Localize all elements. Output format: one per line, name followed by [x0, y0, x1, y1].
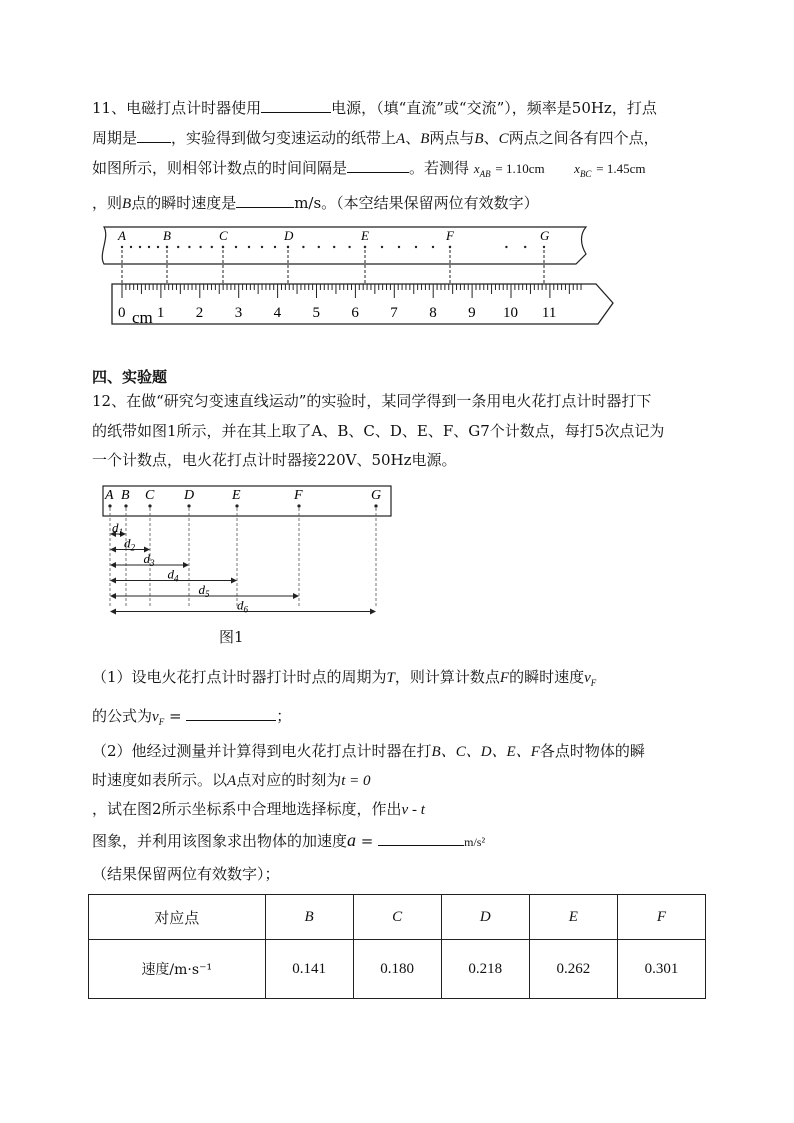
q11-text: ，实验得到做匀变速运动的纸带上	[171, 129, 397, 147]
var-v: v	[152, 709, 159, 725]
fig1-dot	[297, 504, 300, 507]
q12-text: 时速度如表所示。以	[92, 771, 228, 789]
q11-text: 11、电磁打点计时器使用	[92, 99, 262, 117]
q12-line-3: 一个计数点，电火花打点计时器接220V、50Hz电源。	[92, 451, 457, 469]
answer-blank-power[interactable]	[261, 98, 331, 113]
fig1-dimension-label: $d_3$	[143, 551, 155, 568]
q12-part2-line-2	[92, 770, 371, 791]
table-header-cell: E	[529, 895, 617, 940]
point-label: B	[122, 196, 132, 212]
tape-point-label: F	[446, 228, 454, 243]
var-sub: F	[590, 678, 597, 688]
point-label: B	[420, 131, 430, 147]
tape-dot	[188, 246, 190, 248]
tape-dot	[274, 246, 276, 248]
fig1-dimension-label: $d_4$	[167, 566, 179, 584]
q11-line-1	[92, 98, 657, 118]
q12-text: ，则计算计数点	[394, 668, 500, 686]
q12-part2-line-1	[92, 741, 645, 762]
q11-line-4	[92, 193, 539, 214]
q11-text: ，则	[92, 194, 123, 212]
ruler-number: 7	[390, 305, 398, 321]
fig1-dimensions	[111, 520, 375, 615]
q12-line-1: 12、在做“研究匀变速直线运动”的实验时，某同学得到一条用电火花打点计时器打下	[92, 392, 652, 410]
var-sub: F	[158, 717, 165, 727]
ruler-number: 10	[503, 305, 518, 321]
answer-blank-period[interactable]	[137, 128, 171, 143]
fig1-dot	[148, 504, 151, 507]
point-label: C	[498, 131, 509, 147]
q12-line-2: 的纸带如图1所示，并在其上取了A、B、C、D、E、F、G7个计数点，每打5次点记为	[92, 422, 665, 440]
fig1-caption: 图1	[219, 628, 244, 646]
tape-dot	[130, 246, 132, 248]
table-header-cell: C	[353, 895, 441, 940]
tape-point-label: G	[540, 228, 550, 243]
tape-dot	[381, 246, 383, 248]
q11-text: 两点之间各有四个点，	[508, 129, 659, 147]
tape-dot	[157, 246, 159, 248]
var-a: a	[347, 830, 357, 850]
point-label: A	[396, 131, 406, 147]
q12-text: 图象，并利用该图象求出物体的加速度	[92, 832, 348, 850]
tape-dot	[364, 246, 366, 248]
ruler-number: 1	[156, 305, 165, 321]
table-header-cell: F	[617, 895, 705, 940]
fig1-dimension-label: $d_1$	[112, 520, 123, 537]
ruler-number: 8	[429, 305, 437, 321]
q11-text: 点的瞬时速度是	[131, 194, 237, 212]
tape-dot	[235, 246, 237, 248]
fig1-point-label: C	[145, 488, 155, 503]
fig1-dot	[374, 504, 377, 507]
q12-part2-line-5: （结果保留两位有效数字）；	[92, 865, 280, 883]
fig1-point-label: G	[371, 488, 382, 503]
ruler-number: 5	[312, 305, 320, 321]
tape-dot	[261, 246, 263, 248]
section-title: 四、实验题	[92, 368, 168, 386]
point-label: F	[499, 670, 510, 686]
tape-dot	[524, 246, 526, 248]
fig1-point-label: A	[105, 488, 114, 503]
tape-dot	[302, 246, 304, 248]
q12-text: （1）设电火花打点计时器打计时点的周期为	[92, 668, 387, 686]
unit-m-s2: m/s²	[464, 835, 486, 849]
fig1-dimension-label: $d_5$	[198, 582, 210, 599]
q12-part2-line-3	[92, 799, 425, 820]
q12-text: 各点时物体的瞬	[539, 742, 645, 760]
tape-dot	[543, 246, 545, 248]
answer-blank-interval[interactable]	[347, 158, 409, 173]
q12-text: ，试在图2所示坐标系中合理地选择标度，作出	[92, 800, 402, 818]
q11-text: 周期是	[92, 129, 138, 147]
ruler-number: 9	[468, 305, 476, 321]
tape-dot	[148, 246, 150, 248]
tape-dot	[318, 246, 320, 248]
q12-part2-line-4	[92, 830, 485, 852]
xab-var: x	[473, 161, 480, 176]
q11-text: 电源，（填“直流”或“交流”），频率是50Hz，打点	[331, 99, 657, 117]
figure-1	[0, 478, 794, 615]
point-label: B	[474, 131, 484, 147]
tape-dot	[432, 246, 434, 248]
table-row-label: 速度/m·s⁻¹	[89, 940, 266, 999]
vt-label: v - t	[401, 802, 425, 818]
table-header-cell: 对应点	[89, 895, 266, 940]
tape-dot	[211, 246, 213, 248]
answer-blank-formula[interactable]	[186, 706, 276, 721]
tape-dot	[139, 246, 141, 248]
tape-dot	[348, 246, 350, 248]
tape-dot	[121, 246, 123, 248]
q12-part1-line-1	[92, 667, 596, 693]
table-cell: 0.218	[441, 940, 529, 999]
q12-text: （2）他经过测量并计算得到电火花打点计时器在打	[92, 742, 432, 760]
table-header-row	[89, 895, 706, 940]
ruler-number: 3	[234, 305, 243, 321]
table-header-cell: B	[265, 895, 353, 940]
xbc-sub: BC	[579, 169, 592, 179]
ruler-number: 2	[195, 305, 204, 321]
q12-part1-line-2	[92, 706, 291, 732]
tape-point-label: B	[163, 228, 171, 243]
var-v: v	[584, 670, 591, 686]
paper-tape	[102, 227, 586, 264]
tape-dot	[248, 246, 250, 248]
tape-dot	[222, 246, 224, 248]
tape-dot	[415, 246, 417, 248]
table-row	[89, 940, 706, 999]
tape-point-label: E	[361, 228, 369, 243]
fig1-dot	[124, 504, 127, 507]
tape-dot	[333, 246, 335, 248]
q12-text: =	[356, 832, 379, 850]
table-cell: 0.141	[265, 940, 353, 999]
q12-text: =	[164, 707, 187, 725]
fig1-point-label: E	[232, 488, 241, 503]
ruler-number: 4	[273, 305, 282, 321]
q11-text: m/s。（本空结果保留两位有效数字）	[294, 194, 539, 212]
point-labels: B、C、D、E、F	[431, 744, 540, 760]
fig1-dimension-label: $d_6$	[237, 597, 248, 615]
q11-text: 两点与	[429, 129, 475, 147]
tape-dot	[199, 246, 201, 248]
xbc-value: = 1.45cm	[596, 161, 646, 176]
tape-point-label: C	[219, 228, 228, 243]
table-cell: 0.262	[529, 940, 617, 999]
var-T: T	[386, 670, 395, 686]
q11-text: 、	[483, 129, 499, 147]
tape-dot	[166, 246, 168, 248]
q12-text: 点对应的时刻为	[236, 771, 342, 789]
tape-dot	[287, 246, 289, 248]
ruler-number: 0	[118, 305, 126, 321]
fig1-point-label: D	[184, 488, 195, 503]
tape-ruler-figure	[0, 220, 794, 340]
q12-text: 的公式为	[92, 707, 153, 725]
fig1-point-label: F	[294, 488, 303, 503]
tape-point-label: D	[284, 228, 294, 243]
table-cell: 0.301	[617, 940, 705, 999]
tape-dot	[505, 246, 507, 248]
q11-line-2	[92, 128, 659, 149]
xbc-var: x	[574, 161, 580, 176]
fig1-dot	[108, 504, 111, 507]
tape-dot	[177, 246, 179, 248]
table-header-cell: D	[441, 895, 529, 940]
time-zero: t = 0	[341, 773, 371, 789]
tape-dot	[398, 246, 400, 248]
q11-text: 。若测得	[409, 159, 470, 177]
q11-text: 如图所示，则相邻计数点的时间间隔是	[92, 159, 348, 177]
q11-text: 、	[405, 129, 421, 147]
ruler-number: 11	[541, 305, 557, 321]
xab-sub: AB	[479, 169, 491, 179]
table-cell: 0.180	[353, 940, 441, 999]
fig1-dot	[235, 504, 238, 507]
tape-point-label: A	[118, 228, 126, 243]
fig1-point-label: B	[121, 488, 130, 503]
tape-dot	[449, 246, 451, 248]
point-label: A	[227, 773, 237, 789]
ruler-unit: cm	[132, 308, 153, 327]
q12-text: 的瞬时速度	[509, 668, 585, 686]
xab-value: = 1.10cm	[495, 161, 545, 176]
ruler-number: 6	[351, 305, 359, 321]
answer-blank-velocity[interactable]	[236, 193, 294, 208]
answer-blank-acceleration[interactable]	[378, 831, 464, 846]
q12-text: ；	[276, 707, 292, 725]
fig1-dimension-label: $d_2$	[124, 535, 135, 553]
q11-line-3	[92, 158, 645, 184]
fig1-dot	[187, 504, 190, 507]
velocity-table	[88, 894, 706, 999]
